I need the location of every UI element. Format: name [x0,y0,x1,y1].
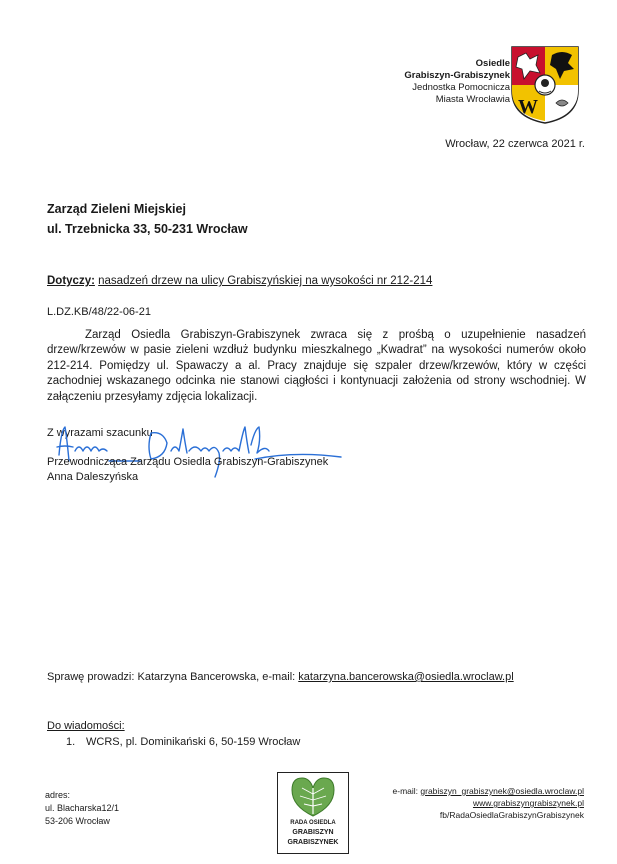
footer-email-label: e-mail: [392,786,421,796]
crest-letter: W [518,96,538,118]
letter-body: Zarząd Osiedla Grabiszyn-Grabiszynek zwraca się z prośbą o uzupełnienie nasadzeń drzew/krzewów w pasie zieleni wzdłuż budynku mieszkalnego „Kwadrat” na wysokości numerów około 212-214. Pomiędzy ul. Spawaczy a al. Pracy znajduje się szpaler drzew/krzewów, który w części zachodniej wskazanego odcinka nie stanowi ciągłości i kontynuacji założenia od strony wschodniej. W załączeniu przesyłamy zdjęcia lokalizacji. [47,329,586,403]
council-logo [277,772,349,854]
org-line-1: Osiedle [475,58,510,69]
footer-address-label: adres: [45,790,71,800]
subject-line [47,275,432,287]
recipient-block [47,199,248,239]
subject-label: Dotyczy: [47,275,95,287]
distribution-heading: Do wiadomości: [47,720,125,732]
footer-address [45,789,119,828]
letter-date: Wrocław, 22 czerwca 2021 r. [445,138,585,150]
case-handler-text: Sprawę prowadzi: Katarzyna Bancerowska, e-mail: [47,671,299,683]
distribution-item-number: 1. [66,736,76,748]
distribution-item [66,736,300,748]
org-line-2: Grabiszyn-Grabiszynek [404,70,510,81]
case-handler-email-link[interactable]: katarzyna.bancerowska@osiedla.wroclaw.pl [298,671,514,683]
header-organization [404,58,510,106]
subject-text: nasadzeń drzew na ulicy Grabiszyńskiej na wysokości nr 212-214 [98,275,433,287]
leaf-heart-icon [290,776,336,818]
org-line-4: Miasta Wrocławia [435,94,510,105]
recipient-address: ul. Trzebnicka 33, 50-231 Wrocław [47,222,248,236]
footer-email-row [393,785,584,797]
signatory-title: Przewodnicząca Zarządu Osiedla Grabiszyn-Grabiszynek [47,456,329,468]
footer-street: ul. Blacharska12/1 [45,803,120,813]
coat-of-arms-icon [510,45,580,125]
signatory-name: Anna Daleszyńska [47,471,139,483]
closing-phrase: Z wyrazami szacunku [47,427,153,439]
logo-line-3: GRABISZYNEK [287,839,339,846]
footer-contact [393,785,584,821]
recipient-name: Zarząd Zieleni Miejskiej [47,202,186,216]
logo-line-2: GRABISZYN [292,829,334,836]
case-handler [47,671,514,683]
distribution-item-text: WCRS, pl. Dominikański 6, 50-159 Wrocław [86,736,301,748]
footer-email-link[interactable]: grabiszyn_grabiszynek@osiedla.wroclaw.pl [420,786,584,796]
logo-line-1: RADA OSIEDLA [290,820,336,826]
org-line-3: Jednostka Pomocnicza [412,82,510,93]
reference-number: L.DZ.KB/48/22-06-21 [47,306,151,318]
footer-facebook: fb/RadaOsiedlaGrabiszynGrabiszynek [439,810,584,820]
footer-city: 53-206 Wrocław [45,816,110,826]
footer-website-link[interactable]: www.grabiszyngrabiszynek.pl [472,798,584,808]
